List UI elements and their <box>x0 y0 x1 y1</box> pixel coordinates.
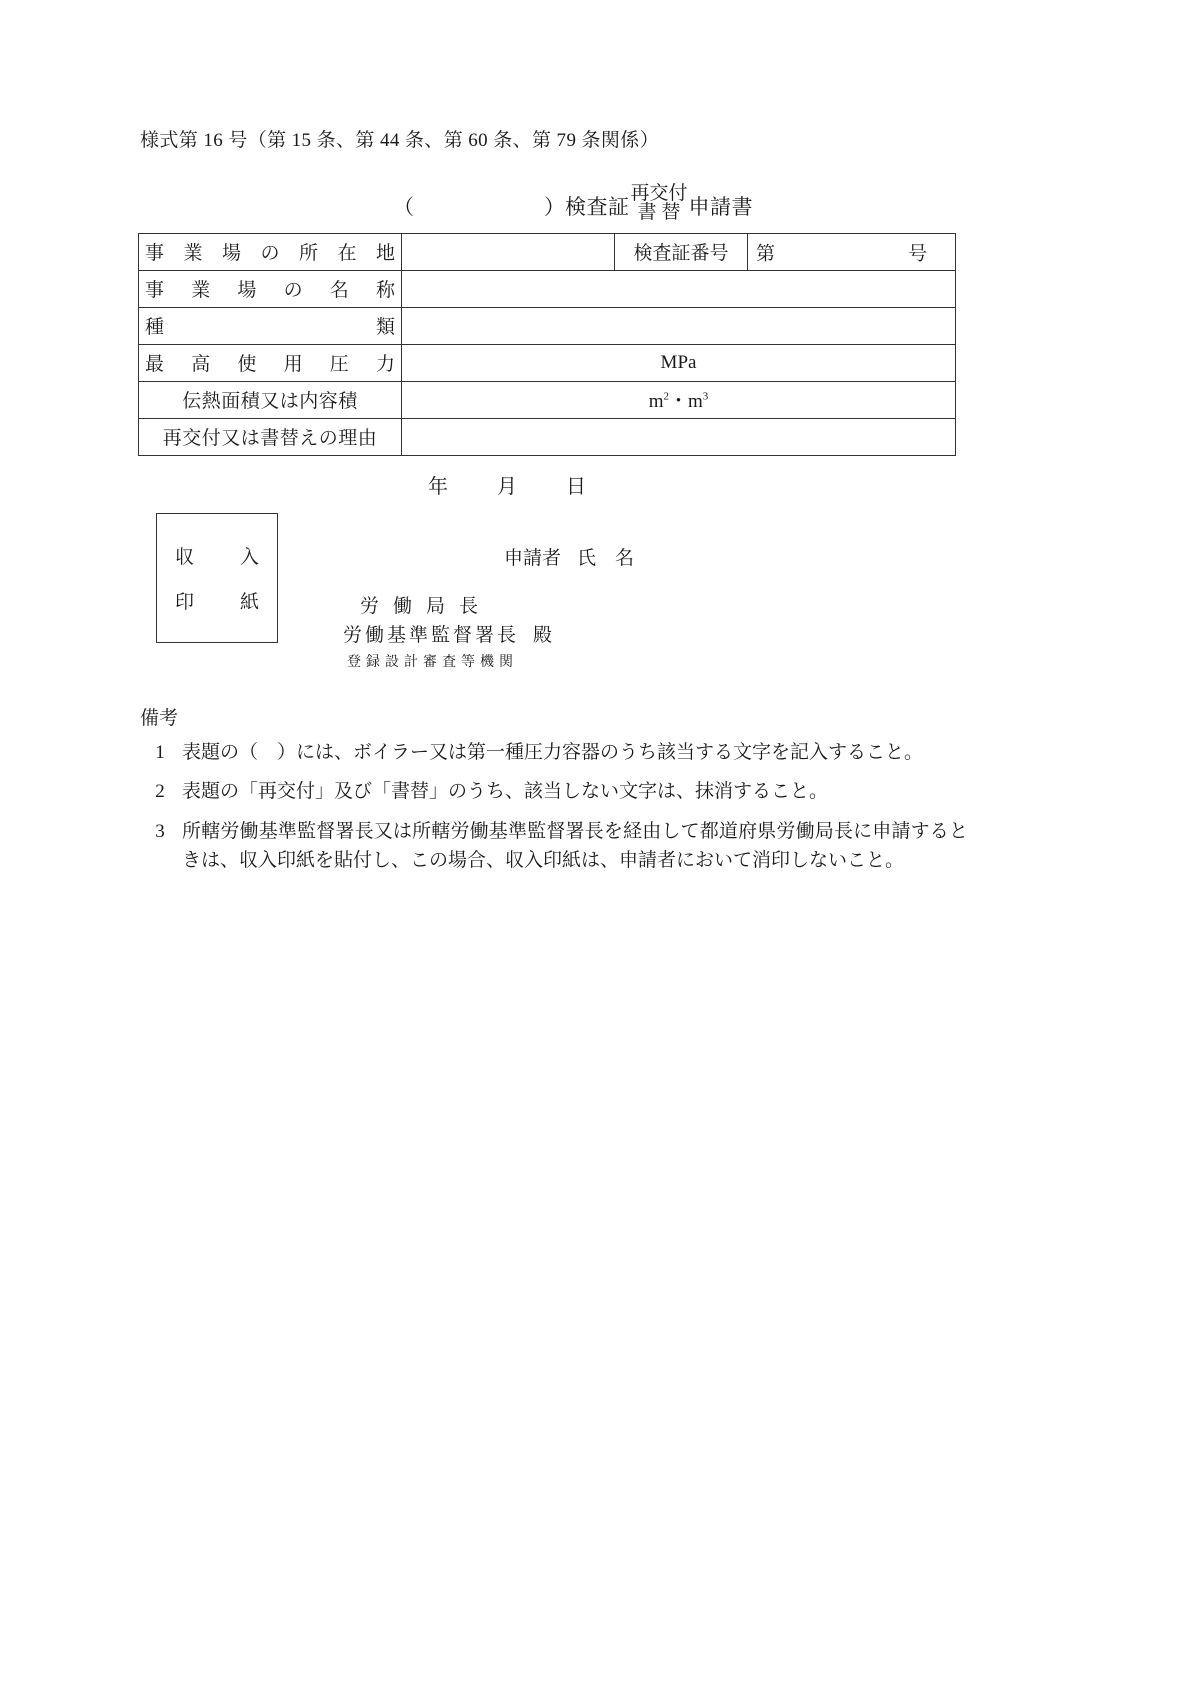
revenue-stamp-char-3: 印 <box>175 591 195 613</box>
table-row <box>139 344 956 381</box>
addressee-office-label: 労働基準監督署長 <box>343 624 520 646</box>
unit-square-meter-exponent: 2 <box>663 390 669 403</box>
remark-note <box>138 738 968 767</box>
title-choice-stack <box>630 184 687 223</box>
applicant-label: 申請者 <box>504 547 562 569</box>
unit-separator: ・ <box>668 391 688 413</box>
table-row <box>139 233 956 270</box>
remark-note-text: 表題の（ ）には、ボイラー又は第一種圧力容器のうち該当する文字を記入すること。 <box>182 741 924 763</box>
title-kensasho: 検査証 <box>564 194 630 219</box>
row-label-certificate-number: 検査証番号 <box>615 233 748 270</box>
remark-note <box>138 777 968 806</box>
applicant-name-label: 氏 名 <box>577 547 635 569</box>
title-application-suffix: 申請書 <box>688 194 753 219</box>
addressee-block <box>343 591 555 671</box>
certificate-number-suffix: 号 <box>907 243 927 265</box>
remark-note-number: 3 <box>155 820 165 842</box>
row-label-workplace-address: 事業場の所在地 <box>139 233 402 270</box>
date-year-label: 年 <box>428 475 448 498</box>
remark-note <box>138 817 968 876</box>
table-row <box>139 418 956 455</box>
row-value-type[interactable] <box>402 307 956 344</box>
date-month-label: 月 <box>497 475 517 498</box>
remarks-title: 備考 <box>140 707 179 729</box>
form-content <box>138 130 968 886</box>
unit-cubic-meter-exponent: 3 <box>702 390 709 403</box>
revenue-stamp-box[interactable] <box>156 513 278 643</box>
form-number-line: 様式第 16 号（第 15 条、第 44 条、第 60 条、第 79 条関係） <box>140 130 660 151</box>
title-paren-open: （ <box>392 194 414 219</box>
row-value-max-pressure[interactable]: MPa <box>402 344 956 381</box>
title-option-reissue: 再交付 <box>630 183 688 205</box>
remarks-section <box>138 703 968 876</box>
row-label-reason: 再交付又は書替えの理由 <box>139 418 402 455</box>
addressee-honorific: 殿 <box>533 624 556 646</box>
revenue-stamp-char-2: 入 <box>239 546 259 568</box>
title-paren-close: ） <box>543 194 565 219</box>
unit-cubic-meter-base: m <box>688 391 703 413</box>
revenue-stamp-line-1 <box>175 542 259 569</box>
date-day-label: 日 <box>566 475 586 498</box>
remark-note-text: 所轄労働基準監督署長又は所轄労働基準監督署長を経由して都道府県労働局長に申請するときは、収入印紙を貼付し、この場合、収入印紙は、申請者において消印しないこと。 <box>182 820 968 872</box>
table-row <box>139 307 956 344</box>
signature-area <box>138 513 968 673</box>
form-title <box>138 175 968 224</box>
row-value-heating-surface-or-volume[interactable] <box>402 381 956 418</box>
unit-square-meter-base: m <box>648 391 664 413</box>
row-label-max-pressure: 最高使用圧力 <box>139 344 402 381</box>
revenue-stamp-line-2 <box>175 587 259 614</box>
remark-note-number: 2 <box>155 781 165 803</box>
row-label-type: 種類 <box>139 307 402 344</box>
remark-note-text: 表題の「再交付」及び「書替」のうち、該当しない文字は、抹消すること。 <box>182 781 829 803</box>
addressee-labour-standards-office-director <box>343 620 555 647</box>
table-row <box>139 270 956 307</box>
revenue-stamp-char-1: 収 <box>175 546 195 568</box>
row-value-reason[interactable] <box>402 418 956 455</box>
date-line[interactable] <box>138 470 968 499</box>
row-label-heating-surface-or-volume: 伝熱面積又は内容積 <box>139 381 402 418</box>
application-table <box>138 233 956 456</box>
addressee-registered-design-review-body: 登録設計審査等機関 <box>347 654 518 670</box>
remark-note-number: 1 <box>155 741 165 763</box>
row-value-workplace-address[interactable] <box>402 233 615 270</box>
revenue-stamp-char-4: 紙 <box>239 591 259 613</box>
certificate-number-prefix: 第 <box>756 243 776 265</box>
table-row <box>139 381 956 418</box>
applicant-signature-line[interactable] <box>504 543 634 570</box>
addressee-labour-bureau-director: 労働局長 <box>360 595 493 617</box>
row-value-workplace-name[interactable] <box>402 270 956 307</box>
row-label-workplace-name: 事業場の名称 <box>139 270 402 307</box>
title-option-rewrite: 書替 <box>637 202 686 224</box>
row-value-certificate-number[interactable] <box>748 233 956 270</box>
